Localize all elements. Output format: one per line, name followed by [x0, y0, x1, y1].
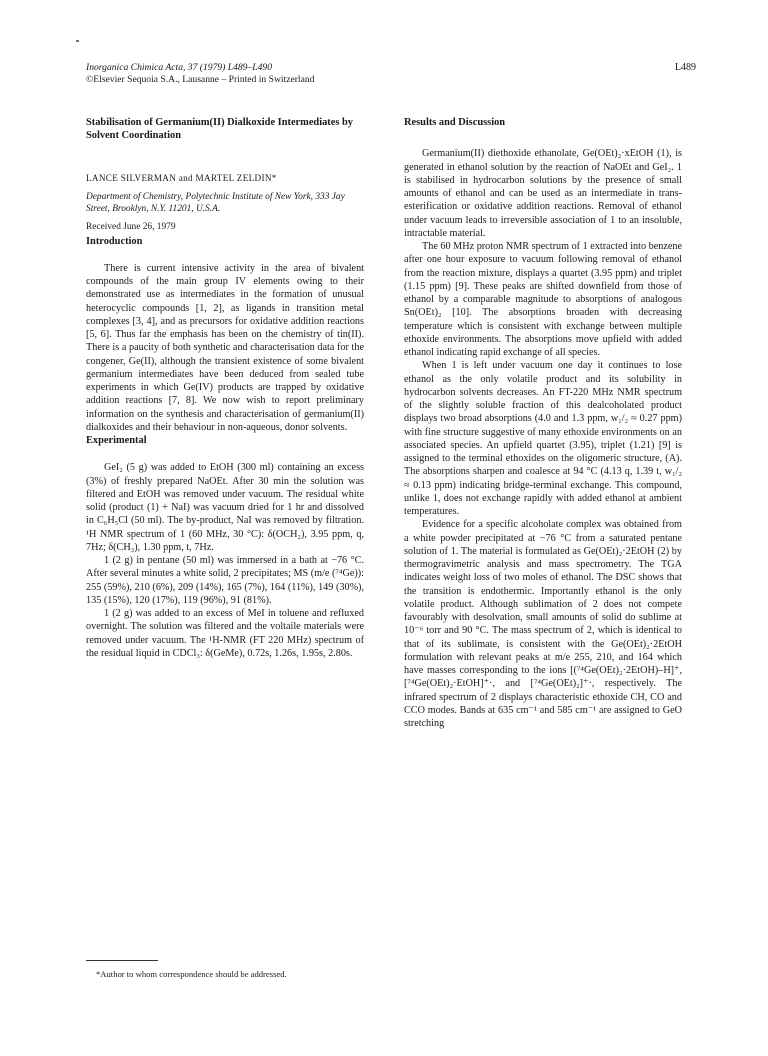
footnote-divider: [86, 960, 158, 961]
author-list: LANCE SILVERMAN and MARTEL ZELDIN*: [86, 173, 277, 183]
article-title: Stabilisation of Germanium(II) Dialkoxide Intermediates by Solvent Coordination: [86, 117, 353, 141]
paragraph: Evidence for a specific alcoholate complex was obtained from a white powder precipitated at −76 °C from a saturated pentane solution of 1. The material is formulated as Ge(OEt)₂·2EtOH (2) by thermogravimetric analysis and mass spectrometry. The TGA indicates weight loss of two moles of ethanol. The DSC shows that the transition is endothermic. Importantly ethanol is the only volatile product. Although sublimation of 2 does not compete favourably with desolvation, small amounts of solid do sublime at 10⁻⁶ torr and 90 °C. The mass spectrum of 2, which is identical to that of its sublimate, is consistent with the Ge(OEt)₂·2EtOH formulation with relevant peaks at m/e 255, 210, and 164 which have masses corresponding to the ions [(⁷⁴Ge(OEt)₂·2EtOH)–H]⁺, [⁷⁴Ge(OEt)₂·EtOH]⁺·, and [⁷⁴Ge(OEt)₂]⁺·, respectively. The infrared spectrum of 2 displays characteristic ethoxide CH, CO and CCO modes. Bands at 635 cm⁻¹ and 585 cm⁻¹ are assigned to GeO stretching: [404, 519, 682, 729]
paragraph: When 1 is left under vacuum one day it continues to lose ethanol as the only volatile product and its solubility in hydrocarbon solvents decreases. An FT-220 MHz NMR spectrum of the slightly soluble fraction of this dealcoholated product displays two broad absorptions (4.0 and 1.3 ppm, w₁/₂ ≈ 0.27 ppm) with fine structure suggestive of many ethoxide environments on an associated species. An upfield quartet (3.95), triplet (1.21) [9] is assigned to the terminal ethoxides on the oligomeric structure, (A). The absorptions sharpen and coalesce at 94 °C (4.13 q, 1.39 t, w₁/₂ ≈ 0.13 ppm) indicating bridge-terminal exchange. This compound, unlike 1, does not exchange rapidly with added ethanol at ambient temperatures.: [404, 360, 682, 517]
journal-citation: Inorganica Chimica Acta, 37 (1979) L489–L490: [86, 62, 273, 73]
left-column: [86, 116, 364, 660]
paragraph: There is current intensive activity in the area of bivalent compounds of the main group IV elements owing to their demonstrated use as intermediates in the formation of unusual heterocyclic compounds [1, 2], as ligands in transition metal complexes [3, 4], and as precursors for oxidative addition reactions [5, 6]. Thus far the emphasis has been on the chemistry of tin(II). There is a paucity of both synthetic and characterisation data for the congener, Ge(II), although the transient existence of some bivalent germanium intermediates have been deduced from sealed tube experiments in which Ge(IV) products are trapped by oxidative addition reactions [7, 8]. We now wish to report preliminary information on the synthesis and characterisation of germanium(II) dialkoxides and their behaviour in non-aqueous, donor solvents.: [86, 262, 364, 433]
paragraph: GeI₂ (5 g) was added to EtOH (300 ml) containing an excess (3%) of freshly prepared NaOEt. After 30 min the solution was filtered and EtOH was removed under vacuum. The residual white solid (product (1) + NaI) was vacuum dried for 1 hr and dissolved in C₆H₅Cl (50 ml). The by-product, NaI was removed by filtration. ¹H NMR spectrum of 1 (60 MHz, 30 °C): δ(OCH₂), 3.95 ppm, q, 7Hz; δ(CH₃), 1.30 ppm, t, 7Hz.: [86, 462, 364, 553]
running-header: [86, 62, 314, 86]
received-date: Received June 26, 1979: [86, 222, 176, 233]
page-number: L489: [674, 62, 696, 73]
paragraph: 1 (2 g) in pentane (50 ml) was immersed in a bath at −76 °C. After several minutes a white solid, 2 precipitates; MS (m/e (⁷⁴Ge)): 255 (59%), 210 (6%), 209 (14%), 165 (7%), 164 (11%), 149 (30%), 135 (15%), 120 (17%), 119 (96%), 91 (81%).: [86, 555, 364, 606]
publisher-line: ©Elsevier Sequoia S.A., Lausanne – Printed in Switzerland: [86, 74, 315, 85]
paragraph: Germanium(II) diethoxide ethanolate, Ge(OEt)₂·xEtOH (1), is generated in ethanol solution by the reaction of NaOEt and GeI₂. 1 is stabilised in hydrocarbon solutions by the presence of small amounts of ethanol and can be used as an intermediate in trans-esterification or oxidative addition reactions. Removal of ethanol under vacuum leads to irreversible association of 1 to an insoluble, intractable material.: [404, 148, 682, 239]
scan-speck: [76, 40, 79, 42]
paragraph: The 60 MHz proton NMR spectrum of 1 extracted into benzene after one hour exposure to vacuum following removal of ethanol from the reaction mixture, displays a quartet (3.95 ppm) and triplet (1.15 ppm) [9]. These peaks are shifted downfield from those of ethanol by a comparable magnitude to absorptions of analogous Sn(OEt)₂ [10]. The absorptions broaden with decreasing temperature which is consistent with exchange between multiple ethoxide environments. The absorptions move upfield with added ethanol indicating rapid exchange of all species.: [404, 241, 682, 358]
section-heading-results: Results and Discussion: [404, 117, 506, 128]
footnote: *Author to whom correspondence should be addressed.: [96, 969, 287, 979]
section-heading-experimental: Experimental: [86, 435, 147, 446]
right-column: [404, 116, 682, 730]
affiliation: Department of Chemistry, Polytechnic Institute of New York, 333 Jay Street, Brooklyn, N.Y. 11201, U.S.A.: [86, 192, 345, 215]
section-heading-introduction: Introduction: [86, 235, 143, 247]
paragraph: 1 (2 g) was added to an excess of MeI in toluene and refluxed overnight. The solution was filtered and the voltaile materials were removed under vacuum. The ¹H-NMR (FT 220 MHz) spectrum of the residual liquid in CDCl₃: δ(GeMe), 0.72s, 1.26s, 1.95s, 2.80s.: [86, 608, 364, 659]
